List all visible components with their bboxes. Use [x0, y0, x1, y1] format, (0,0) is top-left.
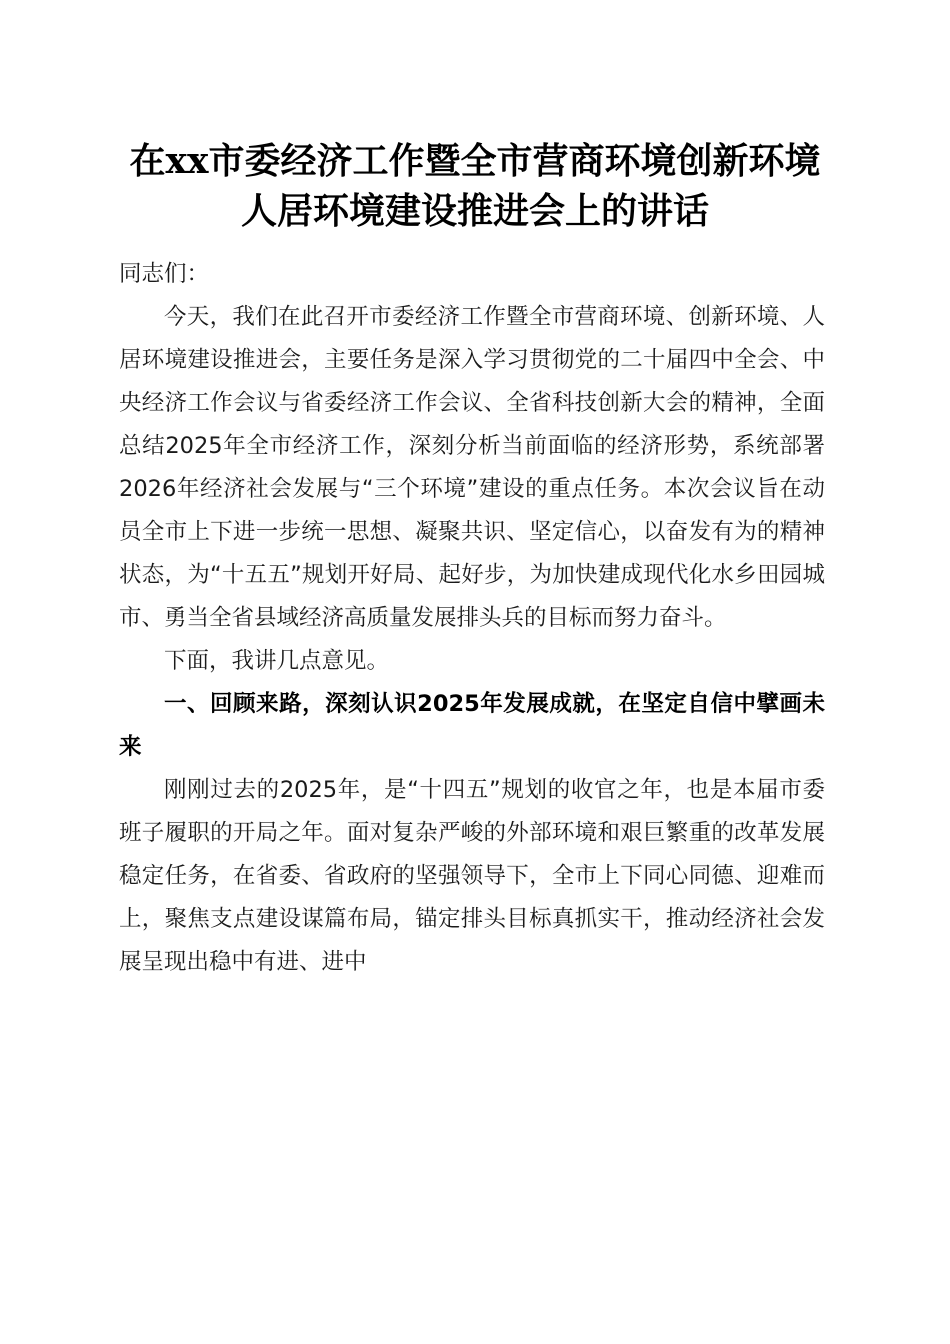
title-line-2: 人居环境建设推进会上的讲话 [240, 190, 709, 232]
document-body [119, 253, 825, 984]
paragraph-opinions: 下面，我讲几点意见。 [164, 648, 390, 674]
paragraph-review: 刚刚过去的2025年，是“十四五”规划的收官之年，也是本届市委班子履职的开局之年。面对复杂严峻的外部环境和艰巨繁重的改革发展稳定任务，在省委、省政府的坚强领导下，全市上下同心同德、迎难而上，聚焦支点建设谋篇布局，锚定排头目标真抓实干，推动经济社会发展呈现出稳中有进、进中 [119, 777, 825, 975]
document-title [100, 136, 850, 236]
greeting: 同志们： [119, 261, 210, 287]
title-line-1: 在xx市委经济工作暨全市营商环境创新环境 [129, 140, 821, 182]
section-heading-1: 一、回顾来路，深刻认识2025年发展成就，在坚定自信中擘画未来 [119, 691, 825, 760]
paragraph-intro: 今天，我们在此召开市委经济工作暨全市营商环境、创新环境、人居环境建设推进会，主要任务是深入学习贯彻党的二十届四中全会、中央经济工作会议与省委经济工作会议、全省科技创新大会的精神，全面总结2025年全市经济工作，深刻分析当前面临的经济形势，系统部署2026年经济社会发展与“三个环境”建设的重点任务。本次会议旨在动员全市上下进一步统一思想、凝聚共识、坚定信心，以奋发有为的精神状态，为“十五五”规划开好局、起好步，为加快建成现代化水乡田园城市、勇当全省县域经济高质量发展排头兵的目标而努力奋斗。 [119, 304, 825, 631]
